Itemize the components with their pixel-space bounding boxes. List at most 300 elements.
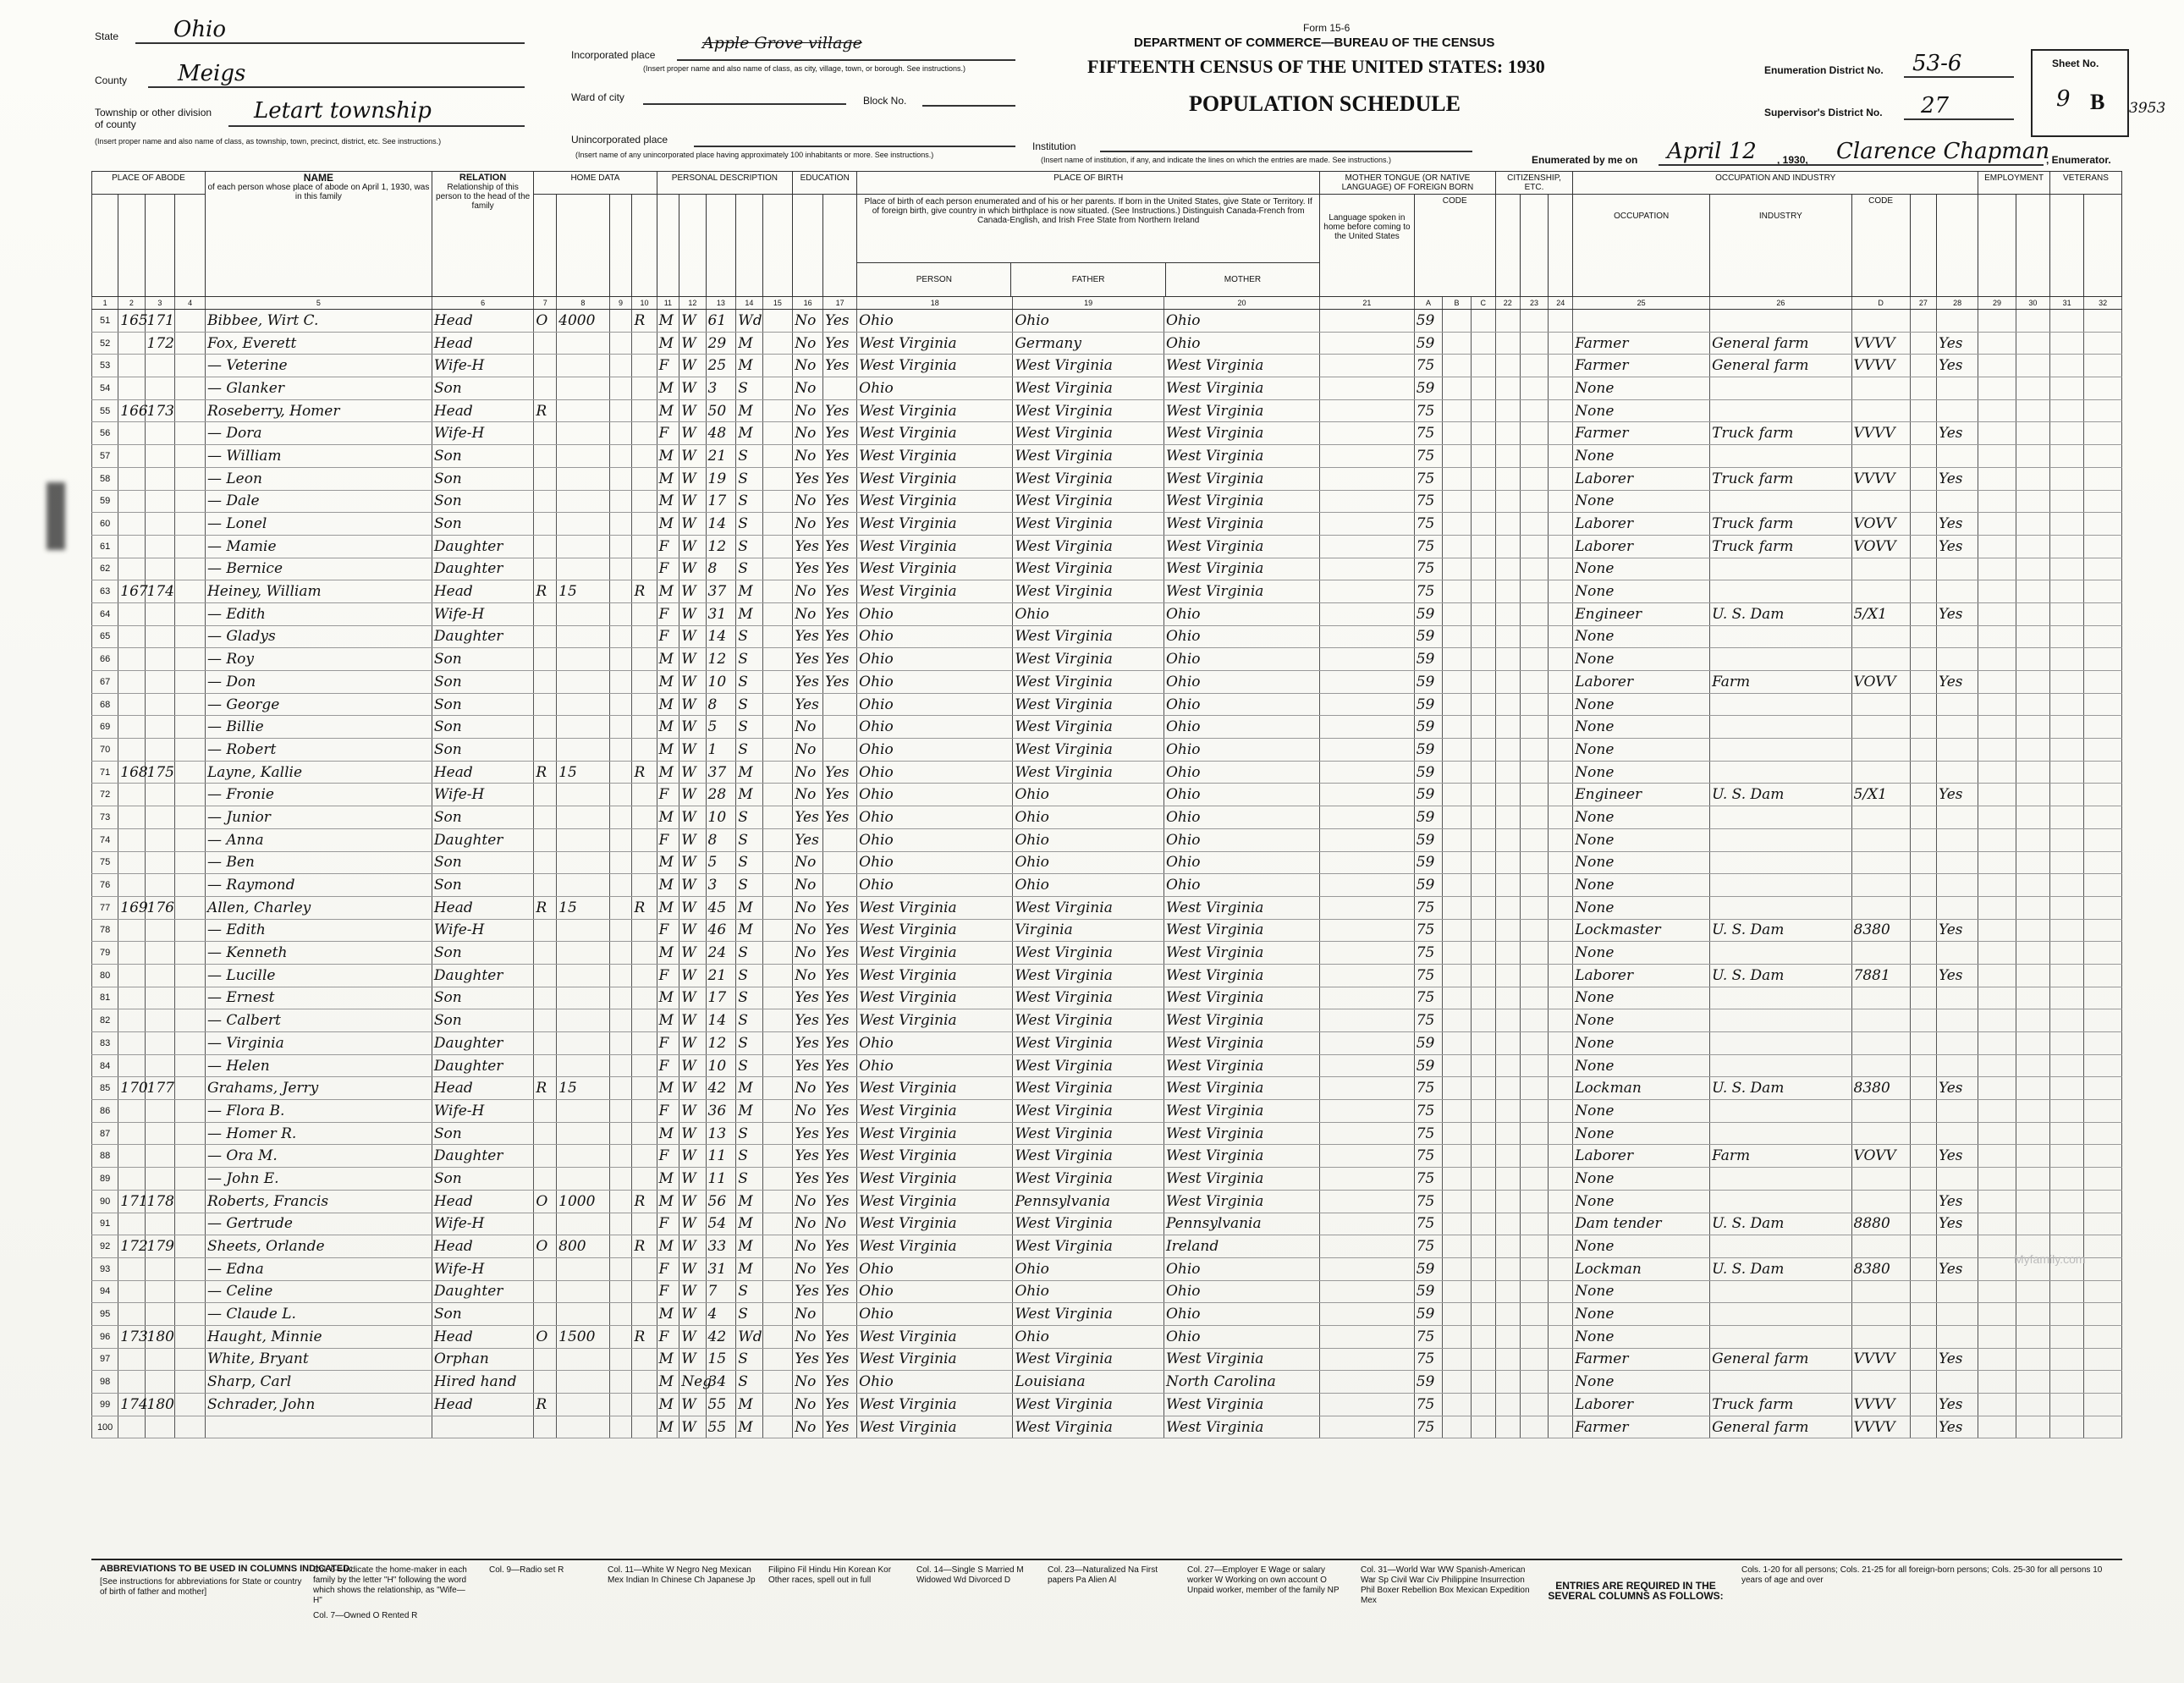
farm-schedule-cell (2084, 716, 2122, 739)
age-married-cell (762, 1303, 793, 1326)
line-number-cell: 98 (92, 1371, 118, 1394)
dwelling-number-cell (118, 513, 145, 536)
state-code-cell: 59 (1414, 828, 1442, 851)
can-read-cell: Yes (823, 1100, 857, 1123)
occupation-cell: Lockman (1573, 1077, 1710, 1100)
naturalization-cell (1520, 602, 1548, 625)
immigration-year-cell (1495, 467, 1520, 490)
incorporated-label: Incorporated place (571, 49, 656, 61)
language-cell (1320, 806, 1415, 829)
visit-cell (175, 1145, 206, 1168)
sex-cell: M (657, 874, 679, 897)
code-b-cell (1443, 784, 1471, 806)
speaks-english-cell (1549, 1280, 1573, 1303)
race-cell: W (679, 987, 706, 1009)
radio-cell (609, 1168, 632, 1191)
farm-schedule-cell (2084, 1280, 2122, 1303)
class-worker-cell (1910, 1122, 1936, 1145)
entries-detail: Cols. 1-20 for all persons; Cols. 21-25 for all foreign-born persons; Cols. 25-30 for all persons 10 years of age and over (1741, 1565, 2103, 1585)
birthplace-father-cell: West Virginia (1013, 671, 1164, 694)
radio-cell (609, 648, 632, 671)
birthplace-mother-cell: West Virginia (1164, 919, 1319, 942)
home-value-cell (557, 535, 610, 558)
occupation-cell: None (1573, 874, 1710, 897)
home-value-cell (557, 784, 610, 806)
industry-cell (1710, 806, 1851, 829)
sex-cell: M (657, 513, 679, 536)
state-code-cell: 59 (1414, 671, 1442, 694)
group-citizenship: CITIZENSHIP, ETC. (1495, 172, 1573, 195)
occupation-code-cell: VVVV (1851, 1394, 1910, 1416)
state-code-cell: 75 (1414, 919, 1442, 942)
radio-cell (609, 1416, 632, 1438)
sex-cell: M (657, 942, 679, 965)
class-worker-cell (1910, 1235, 1936, 1258)
war-cell (2049, 535, 2083, 558)
occupation-cell: None (1573, 1371, 1710, 1394)
can-read-cell: Yes (823, 648, 857, 671)
family-number-cell (145, 602, 175, 625)
state-code-cell: 59 (1414, 332, 1442, 355)
birthplace-person-cell: Ohio (857, 761, 1013, 784)
visit-cell (175, 828, 206, 851)
immigration-year-cell (1495, 716, 1520, 739)
line-number-cell: 65 (92, 625, 118, 648)
language-cell (1320, 422, 1415, 445)
industry-cell: Truck farm (1710, 422, 1851, 445)
veteran-cell (2016, 671, 2049, 694)
school-attendance-cell: No (793, 942, 823, 965)
person-name-cell: — Claude L. (205, 1303, 432, 1326)
employed-cell: Yes (1936, 467, 1978, 490)
age-married-cell (762, 1371, 793, 1394)
relation-cell: Daughter (432, 1145, 534, 1168)
home-value-cell (557, 1032, 610, 1055)
table-row (92, 1122, 2122, 1145)
code-b-cell (1443, 693, 1471, 716)
home-value-cell (557, 964, 610, 987)
person-name-cell: — Lucille (205, 964, 432, 987)
code-c-cell (1471, 987, 1495, 1009)
language-cell (1320, 513, 1415, 536)
can-read-cell: Yes (823, 558, 857, 580)
sex-cell: M (657, 851, 679, 874)
birthplace-father-cell: Ohio (1013, 784, 1164, 806)
unemployment-line-cell (1978, 671, 2016, 694)
state-code-cell: 59 (1414, 693, 1442, 716)
code-b-cell (1443, 1122, 1471, 1145)
unemployment-line-cell (1978, 874, 2016, 897)
industry-head (1710, 195, 1851, 297)
person-name-cell: — Homer R. (205, 1122, 432, 1145)
radio-cell (609, 1077, 632, 1100)
family-number-cell (145, 784, 175, 806)
speaks-english-cell (1549, 942, 1573, 965)
home-value-cell (557, 828, 610, 851)
table-row (92, 535, 2122, 558)
sex-cell: M (657, 739, 679, 762)
birthplace-person-cell: West Virginia (857, 1190, 1013, 1213)
line-number-cell: 67 (92, 671, 118, 694)
home-tenure-cell (534, 942, 557, 965)
industry-cell: General farm (1710, 332, 1851, 355)
occupation-code-cell: VVVV (1851, 1416, 1910, 1438)
school-attendance-cell: Yes (793, 1280, 823, 1303)
birthplace-person-cell: West Virginia (857, 558, 1013, 580)
veteran-cell (2016, 1100, 2049, 1123)
family-number-cell (145, 1168, 175, 1191)
abbrev-note: [See instructions for abbreviations for State or country of birth of father and mother] (100, 1577, 302, 1597)
veteran-cell (2016, 422, 2049, 445)
visit-cell (175, 355, 206, 377)
farm-flag-cell (632, 828, 657, 851)
farm-schedule-cell (2084, 1416, 2122, 1438)
state-code-cell: 75 (1414, 964, 1442, 987)
naturalization-cell (1520, 1394, 1548, 1416)
speaks-english-cell (1549, 332, 1573, 355)
visit-cell (175, 580, 206, 603)
school-attendance-cell: Yes (793, 1348, 823, 1371)
naturalization-cell (1520, 964, 1548, 987)
immigration-year-cell (1495, 1213, 1520, 1235)
state-value: Ohio (173, 17, 227, 42)
occupation-code-cell: 8880 (1851, 1213, 1910, 1235)
sex-cell: F (657, 625, 679, 648)
farm-flag-cell: R (632, 580, 657, 603)
farm-flag-cell (632, 693, 657, 716)
employed-cell (1936, 445, 1978, 468)
line-number-cell: 62 (92, 558, 118, 580)
dwelling-number-cell (118, 739, 145, 762)
naturalization-cell (1520, 1371, 1548, 1394)
radio-cell (609, 490, 632, 513)
state-code-cell: 75 (1414, 1325, 1442, 1348)
farm-schedule-cell (2084, 1325, 2122, 1348)
age-married-cell (762, 1213, 793, 1235)
stamp-number: 3953 (2129, 100, 2166, 117)
birthplace-person-cell: West Virginia (857, 535, 1013, 558)
col31-head (2049, 195, 2083, 297)
age-married-cell (762, 355, 793, 377)
farm-schedule-cell (2084, 1257, 2122, 1280)
occupation-code-cell (1851, 558, 1910, 580)
war-cell (2049, 964, 2083, 987)
unemployment-line-cell (1978, 422, 2016, 445)
relation-header (432, 172, 534, 297)
birthplace-mother-cell: Ohio (1164, 739, 1319, 762)
age-cell: 19 (706, 467, 736, 490)
dwelling-number-cell (118, 919, 145, 942)
column-number: 25 (1573, 297, 1710, 310)
person-name-cell: Sheets, Orlande (205, 1235, 432, 1258)
speaks-english-cell (1549, 1009, 1573, 1032)
table-row (92, 377, 2122, 400)
institution-underline (1100, 151, 1472, 152)
veteran-cell (2016, 693, 2049, 716)
occupation-code-cell (1851, 806, 1910, 829)
unemployment-line-cell (1978, 1416, 2016, 1438)
age-cell: 55 (706, 1416, 736, 1438)
family-number-cell (145, 625, 175, 648)
employed-cell (1936, 942, 1978, 965)
code-b-cell (1443, 1168, 1471, 1191)
employed-cell: Yes (1936, 1213, 1978, 1235)
dwelling-number-cell (118, 1168, 145, 1191)
farm-schedule-cell (2084, 625, 2122, 648)
class-worker-cell (1910, 828, 1936, 851)
occupation-code-cell: 8380 (1851, 919, 1910, 942)
war-cell (2049, 558, 2083, 580)
farm-flag-cell (632, 535, 657, 558)
code-b-cell (1443, 896, 1471, 919)
dwelling-number-cell (118, 355, 145, 377)
can-read-cell: Yes (823, 535, 857, 558)
farm-flag-cell (632, 625, 657, 648)
family-number-cell (145, 1257, 175, 1280)
relation-cell: Head (432, 1235, 534, 1258)
age-married-cell (762, 1032, 793, 1055)
race-cell: W (679, 739, 706, 762)
birthplace-mother-cell: West Virginia (1164, 1168, 1319, 1191)
sex-cell: F (657, 1100, 679, 1123)
age-cell: 3 (706, 377, 736, 400)
occupation-code-cell (1851, 310, 1910, 333)
language-cell (1320, 310, 1415, 333)
farm-flag-cell (632, 445, 657, 468)
birthplace-father-cell: West Virginia (1013, 399, 1164, 422)
veteran-cell (2016, 1190, 2049, 1213)
class-worker-cell (1910, 1303, 1936, 1326)
farm-flag-cell (632, 1077, 657, 1100)
abbrev-col12: Filipino Fil Hindu Hin Korean Kor Other races, spell out in full (768, 1565, 892, 1585)
age-married-cell (762, 964, 793, 987)
home-tenure-cell (534, 332, 557, 355)
immigration-year-cell (1495, 1054, 1520, 1077)
industry-cell (1710, 716, 1851, 739)
relation-title: RELATION (459, 173, 507, 183)
race-cell: W (679, 1054, 706, 1077)
dwelling-number-cell (118, 445, 145, 468)
code-b-cell (1443, 761, 1471, 784)
employed-cell: Yes (1936, 332, 1978, 355)
school-attendance-cell: Yes (793, 1032, 823, 1055)
war-cell (2049, 739, 2083, 762)
column-number: 23 (1520, 297, 1548, 310)
veteran-cell (2016, 942, 2049, 965)
employed-cell (1936, 1100, 1978, 1123)
farm-schedule-cell (2084, 874, 2122, 897)
home-tenure-cell: O (534, 310, 557, 333)
radio-cell (609, 828, 632, 851)
unemployment-line-cell (1978, 1190, 2016, 1213)
birthplace-person-cell: Ohio (857, 310, 1013, 333)
schedule-title: POPULATION SCHEDULE (1189, 91, 1461, 116)
immigration-year-cell (1495, 1325, 1520, 1348)
occupation-code-cell: VOVV (1851, 513, 1910, 536)
line-number-cell: 78 (92, 919, 118, 942)
class-worker-cell (1910, 355, 1936, 377)
dwelling-number-cell (118, 1280, 145, 1303)
speaks-english-cell (1549, 355, 1573, 377)
table-row (92, 964, 2122, 987)
farm-schedule-cell (2084, 490, 2122, 513)
person-name-cell: — Ernest (205, 987, 432, 1009)
col14-head (736, 195, 762, 297)
person-name-cell: — Veterine (205, 355, 432, 377)
can-read-cell: Yes (823, 919, 857, 942)
birthplace-father-cell: West Virginia (1013, 467, 1164, 490)
birthplace-mother-cell: West Virginia (1164, 513, 1319, 536)
dwelling-number-cell (118, 693, 145, 716)
occupation-cell: Lockman (1573, 1257, 1710, 1280)
class-worker-cell (1910, 445, 1936, 468)
birthplace-person-cell: West Virginia (857, 399, 1013, 422)
group-employment: EMPLOYMENT (1978, 172, 2050, 195)
line-number-cell: 88 (92, 1145, 118, 1168)
speaks-english-cell (1549, 987, 1573, 1009)
age-cell: 21 (706, 445, 736, 468)
age-cell: 42 (706, 1077, 736, 1100)
radio-cell (609, 739, 632, 762)
occupation-desc: OCCUPATION (1614, 212, 1670, 221)
visit-cell (175, 1122, 206, 1145)
code-c-cell (1471, 535, 1495, 558)
sex-cell: F (657, 1032, 679, 1055)
language-cell (1320, 874, 1415, 897)
sex-cell: F (657, 1280, 679, 1303)
code-c-cell (1471, 1257, 1495, 1280)
race-cell: W (679, 1325, 706, 1348)
speaks-english-cell (1549, 1145, 1573, 1168)
employed-cell (1936, 1235, 1978, 1258)
school-attendance-cell: No (793, 513, 823, 536)
immigration-year-cell (1495, 377, 1520, 400)
unemployment-line-cell (1978, 1009, 2016, 1032)
birthplace-mother-cell: Ohio (1164, 784, 1319, 806)
line-number-cell: 82 (92, 1009, 118, 1032)
visit-cell (175, 445, 206, 468)
marital-status-cell: S (736, 1054, 762, 1077)
age-cell: 42 (706, 1325, 736, 1348)
school-attendance-cell: No (793, 1257, 823, 1280)
home-value-cell (557, 716, 610, 739)
employed-cell (1936, 828, 1978, 851)
state-code-cell: 75 (1414, 580, 1442, 603)
can-read-cell: No (823, 1213, 857, 1235)
can-read-cell (823, 874, 857, 897)
table-row (92, 1394, 2122, 1416)
sex-cell: M (657, 377, 679, 400)
sex-cell: F (657, 422, 679, 445)
race-cell: W (679, 784, 706, 806)
person-name-cell: — Ora M. (205, 1145, 432, 1168)
line-number-cell: 69 (92, 716, 118, 739)
table-row (92, 693, 2122, 716)
birthplace-mother-cell: West Virginia (1164, 1122, 1319, 1145)
birthplace-father-cell: West Virginia (1013, 625, 1164, 648)
sex-cell: M (657, 332, 679, 355)
birthplace-mother-cell: Ohio (1164, 671, 1319, 694)
employed-cell (1936, 1325, 1978, 1348)
sex-cell: M (657, 1394, 679, 1416)
birthplace-person-cell: West Virginia (857, 1122, 1013, 1145)
family-number-cell (145, 513, 175, 536)
col17-head (823, 195, 857, 297)
naturalization-cell (1520, 625, 1548, 648)
war-cell (2049, 332, 2083, 355)
race-cell: W (679, 602, 706, 625)
relation-cell: Daughter (432, 558, 534, 580)
age-married-cell (762, 1168, 793, 1191)
code-c-cell (1471, 1235, 1495, 1258)
naturalization-cell (1520, 1168, 1548, 1191)
immigration-year-cell (1495, 1168, 1520, 1191)
industry-cell: Truck farm (1710, 1394, 1851, 1416)
birthplace-father-cell: Pennsylvania (1013, 1190, 1164, 1213)
naturalization-cell (1520, 851, 1548, 874)
marital-status-cell: S (736, 490, 762, 513)
naturalization-cell (1520, 1054, 1548, 1077)
occupation-code-cell (1851, 874, 1910, 897)
family-number-cell: 177 (145, 1077, 175, 1100)
speaks-english-cell (1549, 806, 1573, 829)
relation-cell: Wife-H (432, 602, 534, 625)
marital-status-cell: M (736, 1416, 762, 1438)
family-number-cell (145, 806, 175, 829)
table-row (92, 1032, 2122, 1055)
occupation-cell: None (1573, 1325, 1710, 1348)
visit-cell (175, 716, 206, 739)
relation-cell: Son (432, 1009, 534, 1032)
column-number: D (1851, 297, 1910, 310)
veteran-cell (2016, 1394, 2049, 1416)
occupation-code-cell (1851, 445, 1910, 468)
industry-cell (1710, 310, 1851, 333)
relation-cell: Head (432, 399, 534, 422)
relation-cell: Son (432, 739, 534, 762)
township-note: (Insert proper name and also name of class, as township, town, precinct, district, etc. See instructions.) (95, 137, 442, 146)
birthplace-mother-cell: Ohio (1164, 874, 1319, 897)
code-c-cell (1471, 1303, 1495, 1326)
farm-flag-cell (632, 739, 657, 762)
birthplace-mother-cell: Ohio (1164, 310, 1319, 333)
radio-cell (609, 806, 632, 829)
column-number: 19 (1013, 297, 1164, 310)
radio-cell (609, 784, 632, 806)
person-name-cell: — Lonel (205, 513, 432, 536)
farm-schedule-cell (2084, 693, 2122, 716)
war-cell (2049, 310, 2083, 333)
state-code-cell: 75 (1414, 987, 1442, 1009)
immigration-year-cell (1495, 828, 1520, 851)
farm-flag-cell (632, 648, 657, 671)
immigration-year-cell (1495, 896, 1520, 919)
marital-status-cell: M (736, 422, 762, 445)
relation-cell: Head (432, 761, 534, 784)
code-c-cell (1471, 784, 1495, 806)
language-cell (1320, 828, 1415, 851)
table-row (92, 716, 2122, 739)
census-table (91, 171, 2122, 1438)
race-cell: W (679, 896, 706, 919)
age-cell: 12 (706, 648, 736, 671)
line-number-cell: 75 (92, 851, 118, 874)
birthplace-person-cell: West Virginia (857, 1009, 1013, 1032)
marital-status-cell: S (736, 467, 762, 490)
naturalization-cell (1520, 1416, 1548, 1438)
home-tenure-cell: O (534, 1235, 557, 1258)
veteran-cell (2016, 919, 2049, 942)
